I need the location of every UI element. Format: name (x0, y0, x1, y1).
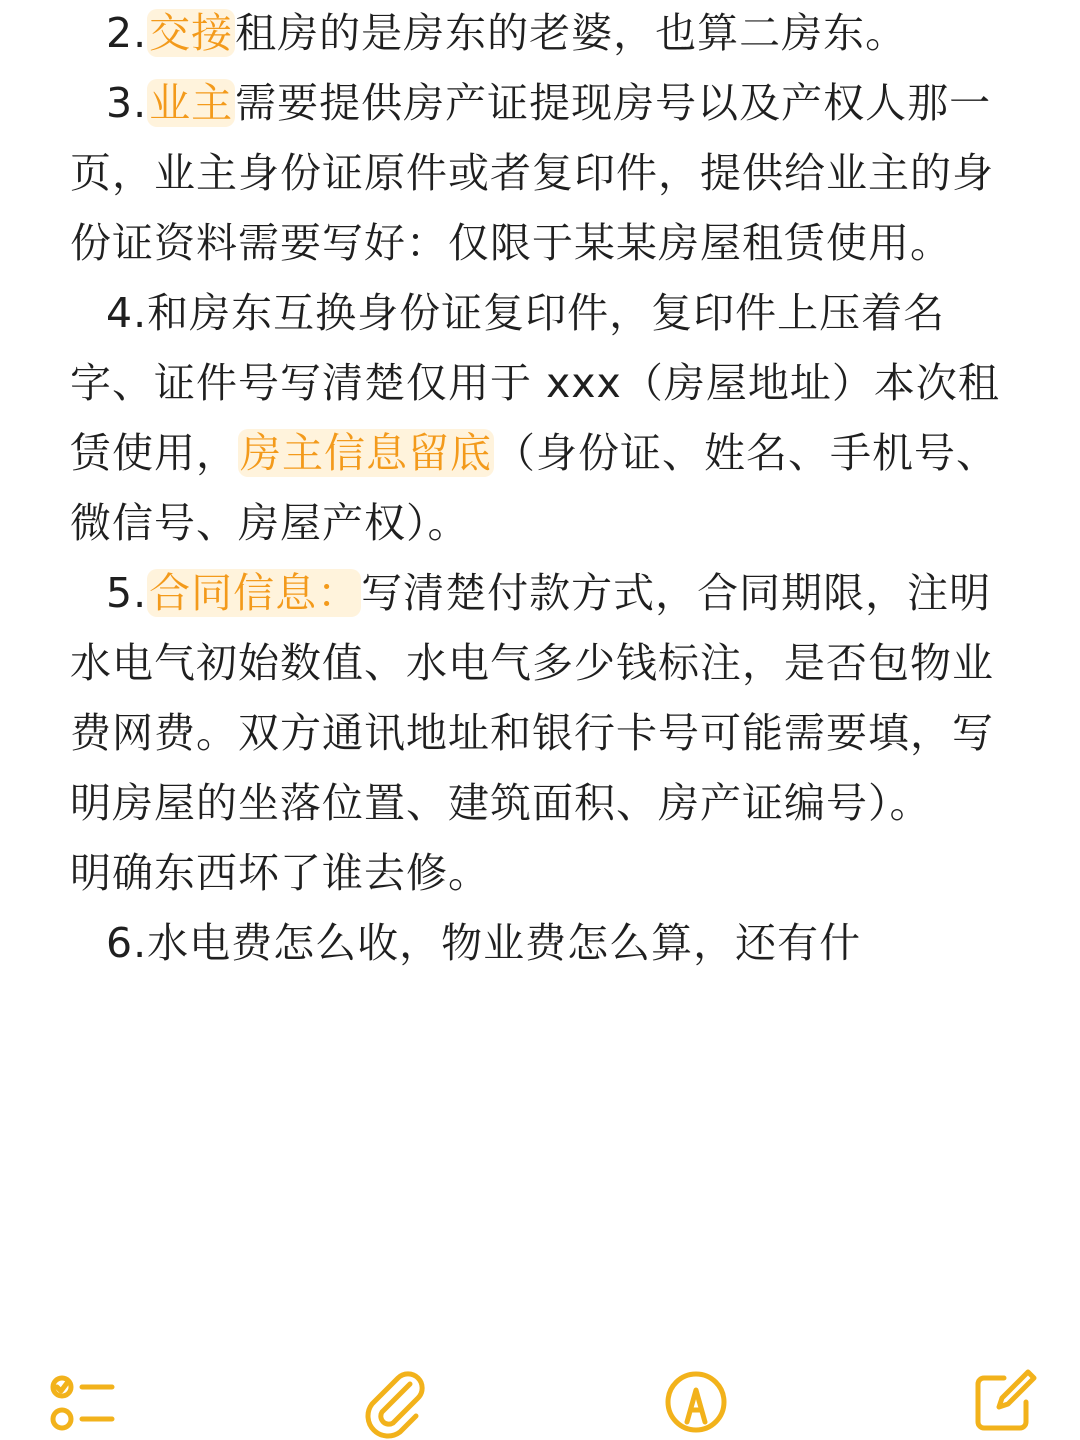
checklist-icon[interactable] (46, 1360, 126, 1440)
note-paragraph-4 (70, 278, 1010, 558)
note-paragraph-6: 6.水电费怎么收，物业费怎么算，还有什 (106, 919, 862, 967)
paragraph-text: 4.和房东互换身份证复印件，复印件上压着名字、证件号写清楚仅用于 xxx（房屋地址）本次租赁使用， (70, 289, 1000, 477)
note-paragraph-3 (70, 68, 1010, 278)
markup-pen-icon[interactable] (656, 1360, 736, 1440)
paperclip-icon[interactable] (352, 1360, 432, 1440)
item-number: 3. (106, 79, 148, 127)
paragraph-text: 写清楚付款方式，合同期限，注明水电气初始数值、水电气多少钱标注，是否包物业费网费。双方通讯地址和银行卡号可能需要填，写明房屋的坐落位置、建筑面积、房产证编号）。 (70, 569, 994, 827)
paragraph-text: 租房的是房东的老婆，也算二房东。 (235, 9, 908, 57)
note-paragraph-2 (70, 0, 1010, 68)
highlight-term: 业主 (149, 79, 234, 127)
item-number: 2. (106, 9, 148, 57)
paragraph-text: （身份证、姓名、手机号、微信号、房屋产权）。 (70, 429, 998, 547)
paragraph-text: 需要提供房产证提现房号以及产权人那一页，业主身份证原件或者复印件，提供给业主的身份证资料需要写好：仅限于某某房屋租赁使用。 (70, 79, 994, 267)
note-paragraph-5b: 明确东西坏了谁去修。 (70, 849, 490, 897)
item-number: 5. (106, 569, 148, 617)
highlight-term: 房主信息留底 (240, 429, 492, 477)
highlight-term: 合同信息： (149, 569, 360, 617)
bottom-toolbar (0, 1352, 1080, 1440)
highlight-term: 交接 (149, 9, 234, 57)
note-paragraph-5 (70, 558, 1010, 838)
compose-icon[interactable] (964, 1360, 1044, 1440)
